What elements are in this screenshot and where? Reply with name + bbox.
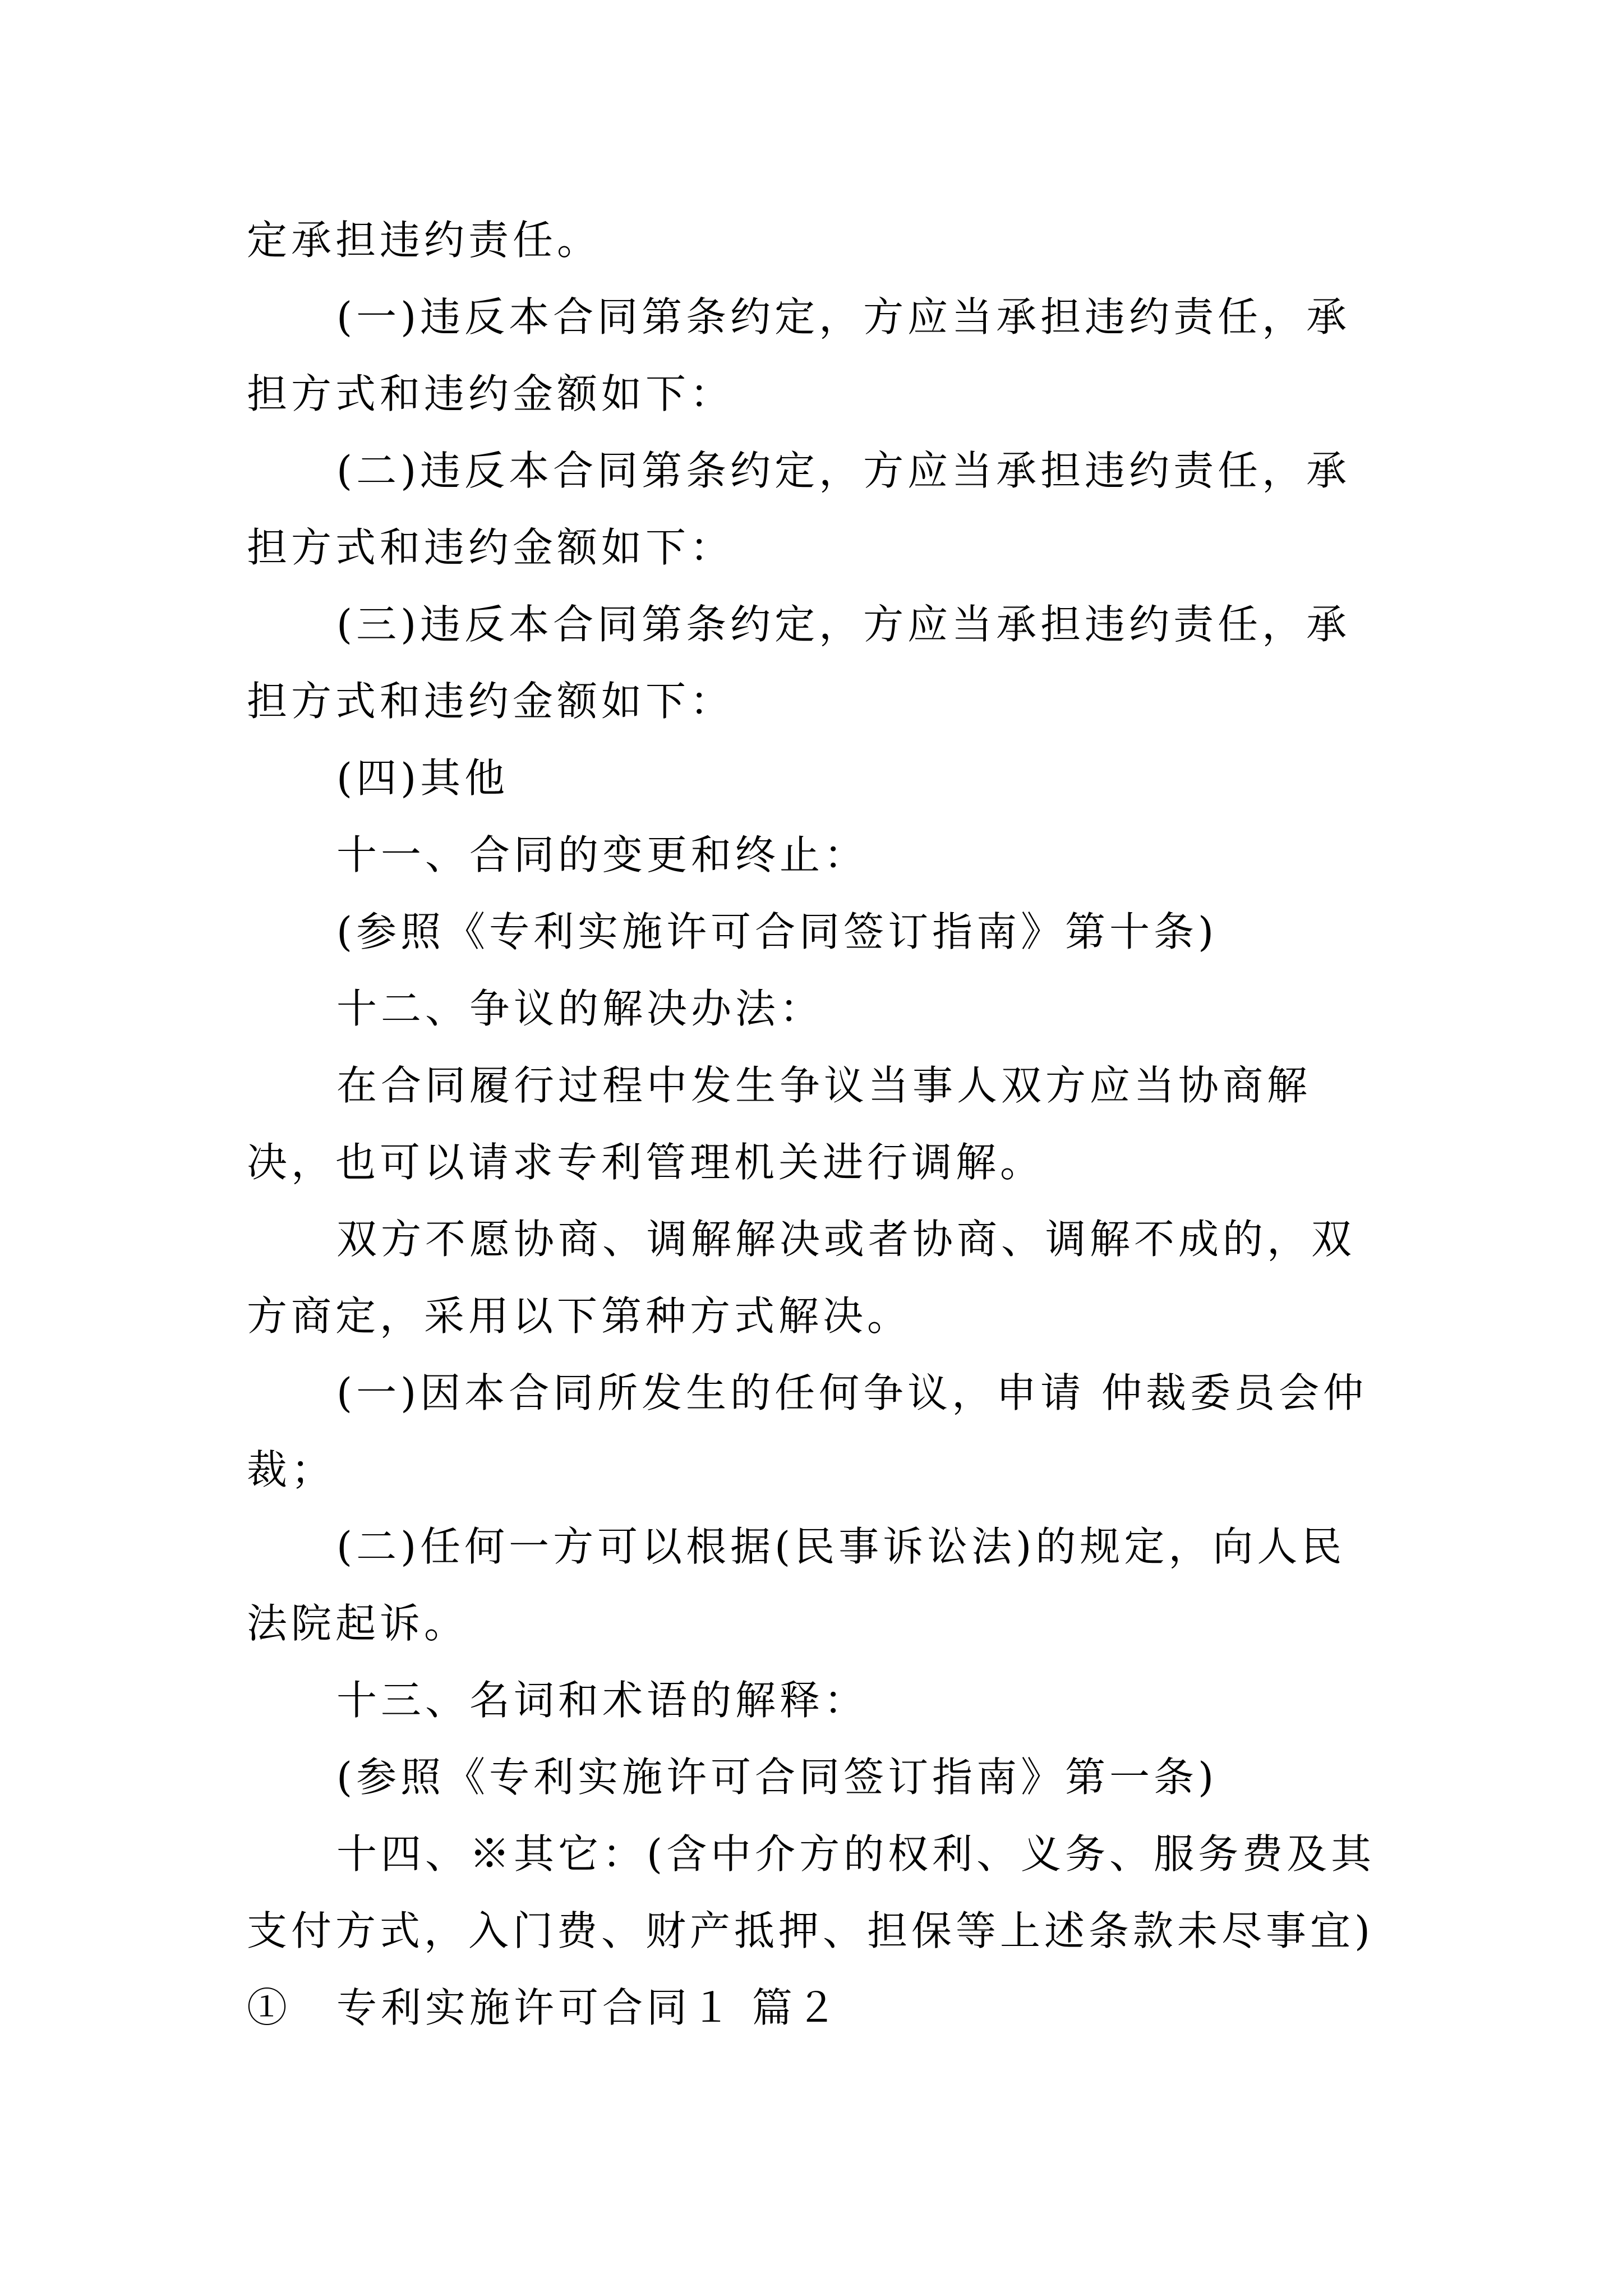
section-heading-12: 十二、争议的解决办法： [336, 985, 824, 1032]
section-heading-13: 十三、名词和术语的解释： [336, 1677, 869, 1724]
paragraph-dispute-method: 双方不愿协商、调解解决或者协商、调解不成的，双方商定，采用以下第种方式解决。 [247, 1216, 1356, 1340]
paragraph-arbitration: (一)因本合同所发生的任何争议，申请 仲裁委员会仲裁； [247, 1369, 1368, 1493]
paragraph-breach-clause-4: (四)其他 [336, 754, 509, 802]
paragraph-breach-clause-3: (三)违反本合同第条约定，方应当承担违约责任，承担方式和违约金额如下： [247, 601, 1351, 725]
section-heading-11: 十一、合同的变更和终止： [336, 831, 869, 878]
paragraph-dispute-negotiation: 在合同履行过程中发生争议当事人双方应当协商解决，也可以请求专利管理机关进行调解。 [247, 1062, 1312, 1186]
paragraph-breach-clause-2: (二)违反本合同第条约定，方应当承担违约责任，承担方式和违约金额如下： [247, 447, 1351, 571]
document-subtitle: 专利实施许可合同１ 篇２ [336, 1984, 841, 2031]
paragraph-breach-clause-1: (一)违反本合同第条约定，方应当承担违约责任，承担方式和违约金额如下： [247, 293, 1351, 417]
paragraph-reference-10: (参照《专利实施许可合同签订指南》第十条) [336, 908, 1218, 955]
paragraph-litigation: (二)任何一方可以根据(民事诉讼法)的规定，向人民法院起诉。 [247, 1523, 1346, 1647]
paragraph-reference-1: (参照《专利实施许可合同签订指南》第一条) [336, 1754, 1218, 1801]
paragraph-continuation: 定承担违约责任。 [247, 217, 602, 264]
section-heading-14: 十四、※其它：(含中介方的权利、义务、服务费及其支付方式，入门费、财产抵押、担保等上述条款未尽事宜)① [247, 1830, 1376, 2031]
